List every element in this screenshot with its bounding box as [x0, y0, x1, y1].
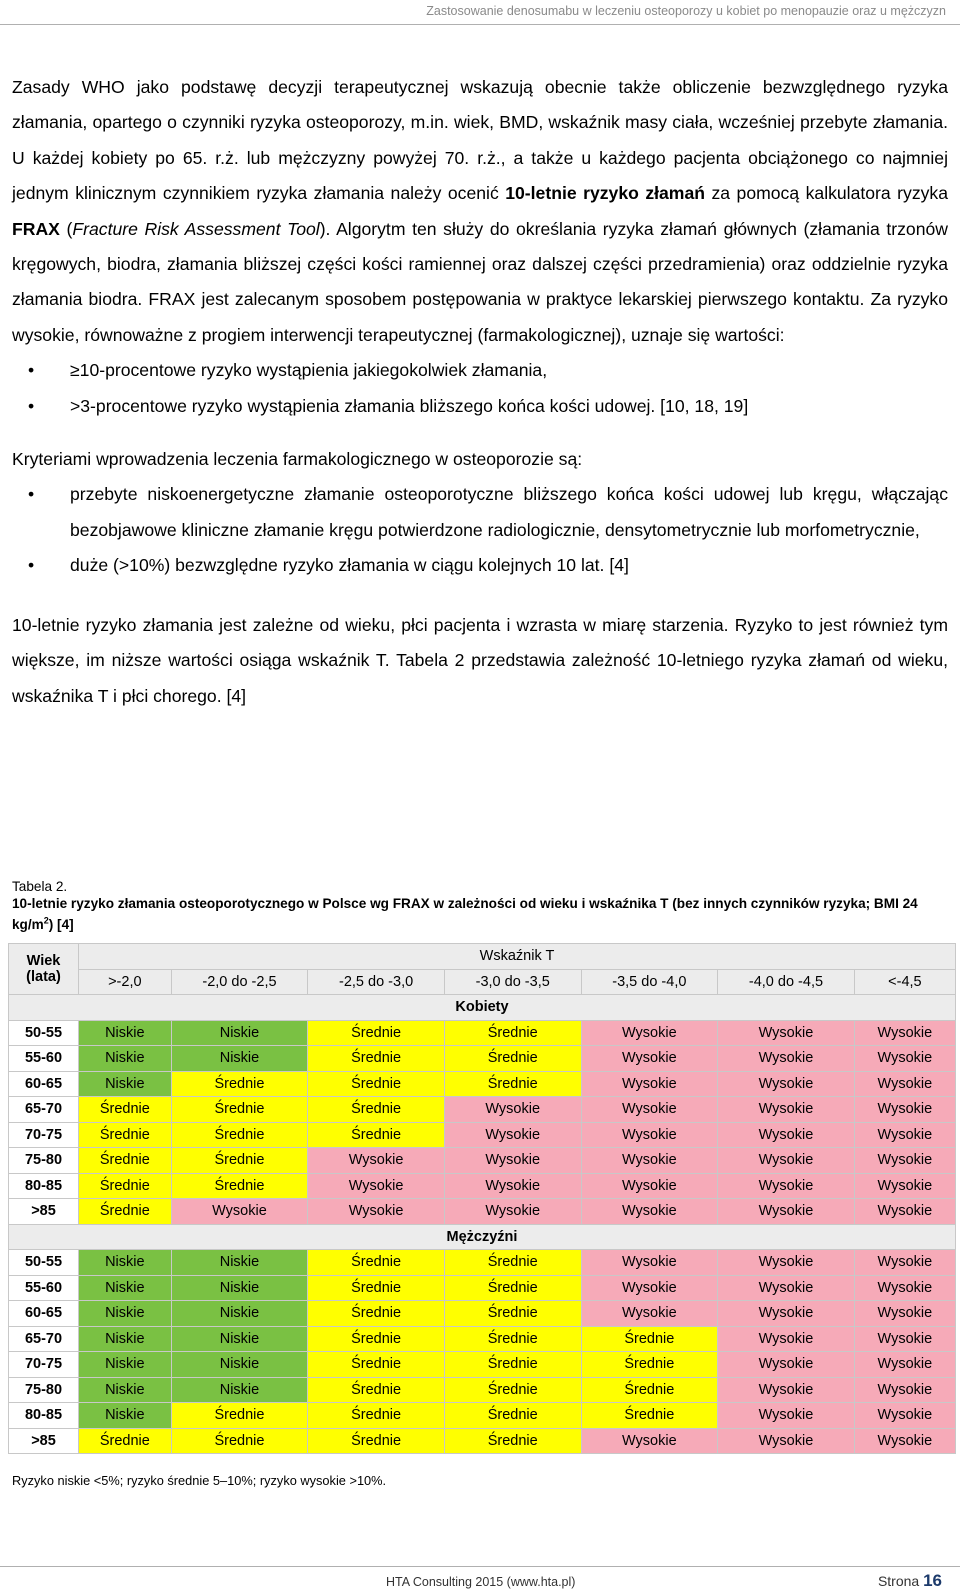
age-cell: 70-75 [9, 1352, 79, 1378]
risk-cell: Wysokie [718, 1071, 855, 1097]
page-footer [0, 1566, 960, 1595]
bullet-icon: • [28, 360, 35, 381]
bullet-icon: • [28, 395, 35, 416]
risk-cell: Średnie [308, 1020, 445, 1046]
tscore-column-header: -2,0 do -2,5 [171, 969, 308, 995]
table-row [9, 1122, 956, 1148]
risk-cell: Wysokie [718, 1377, 855, 1403]
risk-cell: Wysokie [718, 1428, 855, 1454]
risk-cell: Niskie [79, 1020, 172, 1046]
risk-cell: Wysokie [581, 1046, 718, 1072]
risk-cell: Niskie [79, 1352, 172, 1378]
risk-cell: Niskie [171, 1326, 308, 1352]
tscore-header: Wskaźnik T [79, 944, 956, 970]
risk-cell: Średnie [581, 1403, 718, 1429]
risk-cell: Wysokie [718, 1046, 855, 1072]
risk-cell: Wysokie [444, 1148, 581, 1174]
risk-cell: Wysokie [308, 1173, 445, 1199]
paragraph-risk-age: 10-letnie ryzyko złamania jest zależne od wieku, płci pacjenta i wzrasta w miarę starzenia. Ryzyko to jest również tym większe, im niższe wartości osiąga wskaźnik T. Tabela 2 przedstawia zależność 10-letniego ryzyka złamań od wieku, wskaźnika T i płci chorego. [4] [12, 614, 948, 706]
risk-cell: Niskie [171, 1046, 308, 1072]
bullet-icon: • [28, 484, 35, 505]
risk-cell: Wysokie [854, 1046, 955, 1072]
risk-cell: Średnie [444, 1377, 581, 1403]
age-cell: 50-55 [9, 1250, 79, 1276]
risk-cell: Wysokie [581, 1275, 718, 1301]
risk-cell: Wysokie [581, 1097, 718, 1123]
risk-cell: Średnie [308, 1352, 445, 1378]
risk-cell: Wysokie [854, 1020, 955, 1046]
age-cell: 55-60 [9, 1046, 79, 1072]
risk-cell: Wysokie [854, 1173, 955, 1199]
risk-cell: Niskie [79, 1403, 172, 1429]
risk-cell: Średnie [79, 1122, 172, 1148]
risk-cell: Wysokie [581, 1071, 718, 1097]
age-cell: 75-80 [9, 1377, 79, 1403]
table-row [9, 1403, 956, 1429]
age-cell: 65-70 [9, 1097, 79, 1123]
risk-cell: Niskie [79, 1071, 172, 1097]
risk-cell: Średnie [444, 1046, 581, 1072]
age-column-header: Wiek (lata) [9, 944, 79, 995]
risk-cell: Średnie [171, 1148, 308, 1174]
risk-cell: Niskie [171, 1352, 308, 1378]
bullet-icon: • [28, 555, 35, 576]
table-row [9, 1301, 956, 1327]
table-row [9, 1199, 956, 1225]
risk-cell: Średnie [444, 1403, 581, 1429]
risk-cell: Wysokie [718, 1275, 855, 1301]
tscore-column-header: -3,0 do -3,5 [444, 969, 581, 995]
age-cell: 70-75 [9, 1122, 79, 1148]
para1-italic: Fracture Risk Assessment Tool [72, 218, 320, 239]
tscore-column-header: >-2,0 [79, 969, 172, 995]
table-title: 10-letnie ryzyko złamania osteoporotycznego w Polsce wg FRAX w zależności od wieku i wskaźnika T (bez innych czynników ryzyka; BMI 24 $kg/m^2$) [4] [12, 896, 918, 932]
paragraph-frax [12, 70, 948, 353]
risk-cell: Średnie [308, 1301, 445, 1327]
risk-cell: Średnie [308, 1275, 445, 1301]
risk-cell: Średnie [444, 1326, 581, 1352]
table-row [9, 1428, 956, 1454]
risk-cell: Średnie [581, 1326, 718, 1352]
table-row [9, 1148, 956, 1174]
age-cell: 65-70 [9, 1326, 79, 1352]
risk-cell: Średnie [308, 1403, 445, 1429]
risk-cell: Wysokie [581, 1428, 718, 1454]
risk-cell: Średnie [79, 1199, 172, 1225]
table-label: Tabela 2. [12, 879, 68, 894]
risk-cell: Wysokie [718, 1250, 855, 1276]
risk-cell: Średnie [79, 1173, 172, 1199]
risk-cell: Średnie [308, 1046, 445, 1072]
table-row [9, 1326, 956, 1352]
age-cell: 50-55 [9, 1020, 79, 1046]
risk-cell: Wysokie [854, 1326, 955, 1352]
risk-cell: Wysokie [581, 1173, 718, 1199]
risk-cell: Wysokie [718, 1326, 855, 1352]
tscore-column-header: -2,5 do -3,0 [308, 969, 445, 995]
para1-text3: ( [59, 218, 73, 239]
risk-legend-note: Ryzyko niskie <5%; ryzyko średnie 5–10%; ryzyko wysokie >10%. [12, 1473, 387, 1488]
tscore-column-header: <-4,5 [854, 969, 955, 995]
risk-cell: Wysokie [581, 1250, 718, 1276]
para1-text1: Zasady WHO jako podstawę decyzji terapeutycznej wskazują obecnie także obliczenie bezwzględnego ryzyka złamania, opartego o czynniki ryzyka osteoporozy, m.in. wiek, BMD, wskaźnik masy ciała, wcześniej przebyte złamania. U każdej kobiety po 65. r.ż. lub mężczyzny powyżej 70. r.ż., a także u każdego pacjenta obciążonego co najmniej jednym klinicznym czynnikiem ryzyka złamania należy ocenić [12, 77, 948, 204]
table-row [9, 1046, 956, 1072]
risk-cell: Niskie [79, 1275, 172, 1301]
table-row [9, 1250, 956, 1276]
table-row [9, 1377, 956, 1403]
risk-cell: Niskie [79, 1377, 172, 1403]
risk-cell: Wysokie [718, 1097, 855, 1123]
list-item: • >3-procentowe ryzyko wystąpienia złamania bliższego końca kości udowej. [10, 18, 19] [12, 389, 948, 424]
risk-cell: Wysokie [854, 1148, 955, 1174]
risk-cell: Wysokie [854, 1377, 955, 1403]
risk-cell: Średnie [79, 1148, 172, 1174]
risk-cell: Niskie [171, 1020, 308, 1046]
risk-cell: Średnie [79, 1097, 172, 1123]
section-header: Mężczyźni [9, 1224, 956, 1250]
risk-cell: Wysokie [854, 1301, 955, 1327]
risk-cell: Średnie [308, 1428, 445, 1454]
risk-cell: Wysokie [854, 1275, 955, 1301]
risk-cell: Średnie [581, 1352, 718, 1378]
risk-cell: Wysokie [444, 1122, 581, 1148]
risk-cell: Wysokie [581, 1020, 718, 1046]
risk-cell: Średnie [171, 1097, 308, 1123]
risk-cell: Średnie [444, 1020, 581, 1046]
risk-cell: Wysokie [718, 1122, 855, 1148]
risk-cell: Wysokie [718, 1148, 855, 1174]
risk-cell: Średnie [308, 1377, 445, 1403]
risk-cell: Wysokie [581, 1148, 718, 1174]
risk-cell: Niskie [171, 1275, 308, 1301]
risk-cell: Niskie [171, 1377, 308, 1403]
tscore-column-header: -4,0 do -4,5 [718, 969, 855, 995]
page-header [0, 0, 960, 25]
risk-cell: Wysokie [854, 1352, 955, 1378]
table-row [9, 1097, 956, 1123]
paragraph-criteria: Kryteriami wprowadzenia leczenia farmakologicznego w osteoporozie są: [12, 449, 583, 470]
risk-cell: Wysokie [444, 1199, 581, 1225]
risk-cell: Wysokie [308, 1199, 445, 1225]
frax-risk-table [8, 943, 956, 1454]
risk-cell: Średnie [171, 1173, 308, 1199]
table-row [9, 1352, 956, 1378]
footer-source: HTA Consulting 2015 (www.hta.pl) [386, 1575, 576, 1589]
age-cell: 60-65 [9, 1071, 79, 1097]
risk-cell: Średnie [444, 1071, 581, 1097]
risk-cell: Wysokie [581, 1122, 718, 1148]
risk-cell: Średnie [308, 1326, 445, 1352]
risk-cell: Średnie [171, 1428, 308, 1454]
risk-cell: Średnie [308, 1097, 445, 1123]
risk-cell: Wysokie [854, 1250, 955, 1276]
risk-cell: Wysokie [581, 1199, 718, 1225]
risk-cell: Średnie [444, 1428, 581, 1454]
risk-cell: Wysokie [718, 1403, 855, 1429]
threshold-list [12, 353, 948, 424]
risk-cell: Średnie [581, 1377, 718, 1403]
risk-cell: Wysokie [854, 1122, 955, 1148]
table-row [9, 1071, 956, 1097]
table-row [9, 1275, 956, 1301]
table-row [9, 1173, 956, 1199]
age-cell: >85 [9, 1199, 79, 1225]
age-cell: 80-85 [9, 1173, 79, 1199]
risk-cell: Średnie [171, 1403, 308, 1429]
risk-cell: Średnie [308, 1122, 445, 1148]
risk-cell: Wysokie [854, 1403, 955, 1429]
risk-cell: Średnie [444, 1275, 581, 1301]
age-cell: 80-85 [9, 1403, 79, 1429]
risk-cell: Wysokie [718, 1199, 855, 1225]
risk-cell: Niskie [79, 1326, 172, 1352]
risk-cell: Wysokie [854, 1097, 955, 1123]
para1-text2: za pomocą kalkulatora ryzyka [704, 183, 949, 204]
risk-cell: Średnie [171, 1071, 308, 1097]
para1-bold2: FRAX [12, 218, 60, 239]
running-title: Zastosowanie denosumabu w leczeniu osteoporozy u kobiet po menopauzie oraz u mężczyzn [426, 4, 946, 18]
list-item: • przebyte niskoenergetyczne złamanie osteoporotyczne bliższego końca kości udowej lub kręgu, włączając bezobjawowe kliniczne złamanie kręgu potwierdzone radiologicznie, densytometrycznie lub morfometrycznie, [12, 477, 948, 548]
risk-cell: Średnie [444, 1301, 581, 1327]
risk-cell: Wysokie [718, 1020, 855, 1046]
age-cell: >85 [9, 1428, 79, 1454]
list-item: • duże (>10%) bezwzględne ryzyko złamania w ciągu kolejnych 10 lat. [4] [12, 548, 948, 583]
risk-cell: Średnie [444, 1250, 581, 1276]
risk-cell: Wysokie [581, 1301, 718, 1327]
risk-cell: Wysokie [444, 1097, 581, 1123]
risk-cell: Średnie [308, 1250, 445, 1276]
risk-cell: Wysokie [718, 1301, 855, 1327]
age-cell: 75-80 [9, 1148, 79, 1174]
risk-cell: Niskie [171, 1250, 308, 1276]
risk-cell: Średnie [171, 1122, 308, 1148]
criteria-list [12, 477, 948, 583]
risk-cell: Średnie [79, 1428, 172, 1454]
risk-cell: Wysokie [444, 1173, 581, 1199]
list-item: • ≥10-procentowe ryzyko wystąpienia jakiegokolwiek złamania, [12, 353, 948, 388]
table-caption [12, 878, 948, 933]
para1-text4: ). Algorytm ten służy do określania ryzyka złamań głównych (złamania trzonów kręgowych, biodra, złamania bliższej części kości ramiennej oraz dalszej części przedramienia) oraz oddzielnie ryzyka złamania biodra. FRAX jest zalecanym sposobem postępowania w praktyce lekarskiej pierwszego kontaktu. Za ryzyko wysokie, równoważne z progiem interwencji terapeutycznej (farmakologicznej), uznaje się wartości: [12, 218, 948, 345]
risk-cell: Niskie [171, 1301, 308, 1327]
risk-cell: Wysokie [854, 1071, 955, 1097]
para1-bold1: 10-letnie ryzyko złamań [505, 183, 705, 204]
main-content [12, 70, 948, 714]
risk-cell: Średnie [444, 1352, 581, 1378]
risk-cell: Średnie [308, 1071, 445, 1097]
risk-cell: Wysokie [171, 1199, 308, 1225]
table-row [9, 1020, 956, 1046]
risk-cell: Wysokie [718, 1173, 855, 1199]
section-header: Kobiety [9, 995, 956, 1021]
risk-cell: Wysokie [718, 1352, 855, 1378]
risk-cell: Niskie [79, 1250, 172, 1276]
age-cell: 55-60 [9, 1275, 79, 1301]
risk-cell: Wysokie [854, 1428, 955, 1454]
risk-cell: Niskie [79, 1301, 172, 1327]
age-cell: 60-65 [9, 1301, 79, 1327]
page-number: Strona 16 [877, 1571, 942, 1590]
risk-cell: Niskie [79, 1046, 172, 1072]
risk-cell: Wysokie [308, 1148, 445, 1174]
risk-cell: Wysokie [854, 1199, 955, 1225]
tscore-column-header: -3,5 do -4,0 [581, 969, 718, 995]
